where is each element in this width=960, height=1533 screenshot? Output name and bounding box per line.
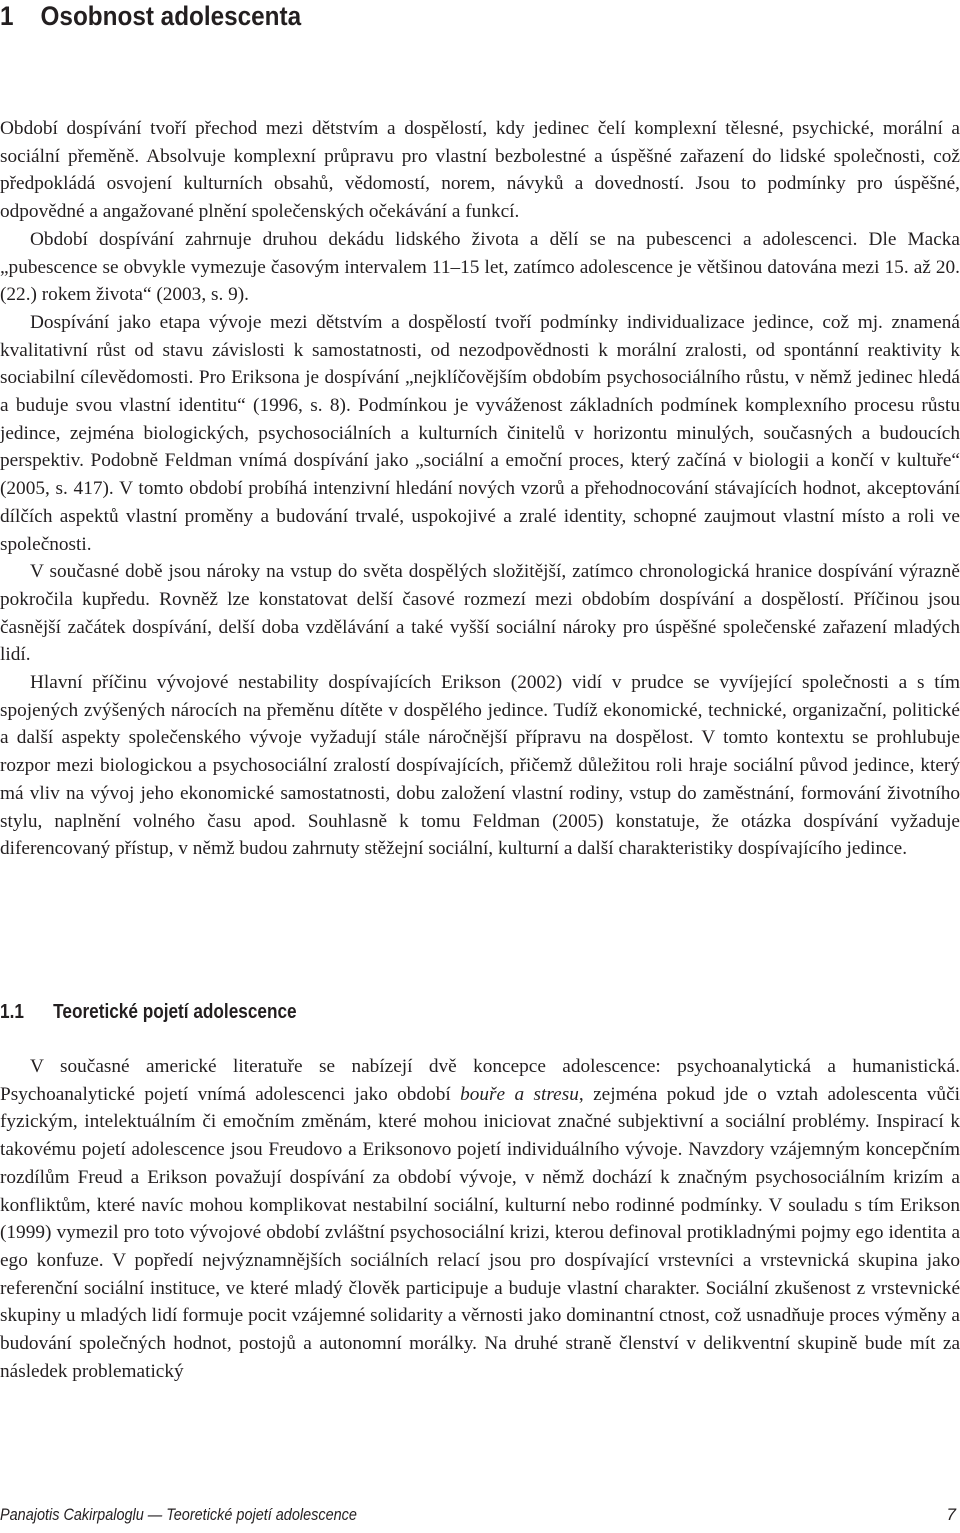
chapter-paragraph-1: Období dospívání tvoří přechod mezi dětstvím a dospělostí, kdy jedinec čelí komplexní tělesné, psychické, morální a sociální přeměně. Absolvuje komplexní průpravu pro vlastní bezbolestné a úspěšné zařazení do lidské společnosti, což předpokládá osvojení kulturních obsahů, vědomostí, norem, návyků a dovedností. Jsou to podmínky pro úspěšné, odpovědné a angažované plnění společenských očekávání a funkcí. — [0, 118, 960, 223]
chapter-number: 1 — [0, 1, 14, 31]
chapter-body — [0, 115, 960, 863]
section-paragraph-text-start: V současné americké literatuře se nabízejí dvě koncepce adolescence: psychoanalytická a humanistická. Psychoanalytické pojetí vnímá adolescenci jako období — [0, 1056, 960, 1105]
section-number: 1.1 — [0, 1001, 24, 1023]
chapter-paragraph-5: Hlavní příčinu vývojové nestability dospívajících Erikson (2002) vidí v prudce se vyvíjející společnosti a s tím spojených zvýšených nárocích na přeměnu dítěte v dospělého jedince. Tudíž ekonomické, technické, organizační, politické a další aspekty společenského vývoje vyžadují stále náročnější přípravu na dospělost. V tomto kontextu se prohlubuje rozpor mezi biologickou a psychosociální zralostí dospívajících, přičemž důležitou roli hraje sociální původ jedince, který má vliv na vývoj jeho ekonomické samostatnosti, dobu založení vlastní rodiny, vstup do zaměstnání, formování životního stylu, naplnění volného času apod. Souhlasně k tomu Feldman (2005) konstatuje, že otázka dospívání vyžaduje diferencovaný přístup, v němž budou zahrnuty stěžejní sociální, kulturní a další charakteristiky dospívajícího jedince. — [0, 672, 960, 860]
section-title — [0, 998, 297, 1026]
chapter-paragraph-3: Dospívání jako etapa vývoje mezi dětstvím a dospělostí tvoří podmínky individualizace jedince, což mj. znamená kvalitativní růst od stavu závislosti k samostatnosti, od nezodpovědnosti k morální zralosti, od spontánní reaktivity k sociabilní cílevědomosti. Pro Eriksona je dospívání „nejklíčovějším obdobím psychosociálního růstu, v němž jedinec hledá a buduje svou vlastní identitu“ (1996, s. 8). Podmínkou je vyváženost základních podmínek komplexního procesu růstu jedince, zejména biologických, psychosociálních a kulturních činitelů v horizontu minulých, současných a budoucích perspektiv. Podobně Feldman vnímá dospívání jako „sociální a emoční proces, který začíná v biologii a končí v kultuře“ (2005, s. 417). V tomto období probíhá intenzivní hledání nových vzorů a přehodnocování stávajících hodnot, akceptování dílčích aspektů vlastní proměny a budování trvalé, uspokojivé a zralé identity, schopné zaujmout vlastní místo a roli ve společnosti. — [0, 311, 960, 555]
page-footer — [0, 1503, 960, 1527]
section-paragraph-text-end: , zejména pokud jde o vztah adolescenta vůči fyzickým, intelektuálním či emočním změnám, které mohou iniciovat značné subjektivní a sociální problémy. Inspirací k takovému pojetí adolescence jsou Freudovo a Eriksonovo pojetí individuálního vývoje. Navzdory vzájemným koncepčním rozdílům Freud a Erikson považují dospívání za období vývoje, v němž dochází k značným psychosociálním krizím a konfliktům, které navíc mohou komplikovat nestabilní sociální, kulturní nebo rodinné podmínky. V souladu s tím Erikson (1999) vymezil pro toto vývojové období zvláštní psychosociální krizi, kterou definoval protikladnými pojmy ego identita a ego konfuze. V popředí nejvýznamnějších sociálních relací jsou pro dospívající vrstevníci a vrstevnická skupina jako referenční sociální instituce, ve které mladý člověk participuje a buduje vlastní charakter. Sociální zkušenost z vrstevnické skupiny u mladých lidí formuje pocit vzájemné solidarity a věrnosti jako dominantní ctnost, což usnadňuje proces výměny a budování společných hodnot, postojů a autonomní morálky. Na druhé straně členství v delikventní skupině bude mít za následek problematický — [0, 1083, 960, 1382]
chapter-paragraph-2: Období dospívání zahrnuje druhou dekádu lidského života a dělí se na pubescenci a adolescenci. Dle Macka „pubescence se obvykle vymezuje časovým intervalem 11–15 let, zatímco adolescence je většinou datována mezi 15. až 20. (22.) rokem života“ (2003, s. 9). — [0, 228, 960, 306]
chapter-title — [0, 0, 301, 32]
footer-author-title: Panajotis Cakirpaloglu — Teoretické pojetí adolescence — [0, 1505, 357, 1524]
section-paragraph-1 — [0, 1053, 960, 1385]
chapter-paragraph-4: V současné době jsou nároky na vstup do světa dospělých složitější, zatímco chronologická hranice dospívání výrazně pokročila kupředu. Rovněž lze konstatovat delší časové rozmezí mezi obdobím dospívání a dospělostí. Příčinou jsou časnější začátek dospívání, delší doba vzdělávání a také vyšší sociální nároky pro úspěšné společenské zařazení mladých lidí. — [0, 561, 960, 666]
emphasis-bourre-a-stresu: bouře a stresu — [460, 1083, 579, 1105]
section-body — [0, 1053, 960, 1385]
chapter-title-text: Osobnost adolescenta — [40, 1, 302, 31]
page-number: 7 — [946, 1505, 956, 1524]
section-title-text: Teoretické pojetí adolescence — [53, 1001, 297, 1023]
